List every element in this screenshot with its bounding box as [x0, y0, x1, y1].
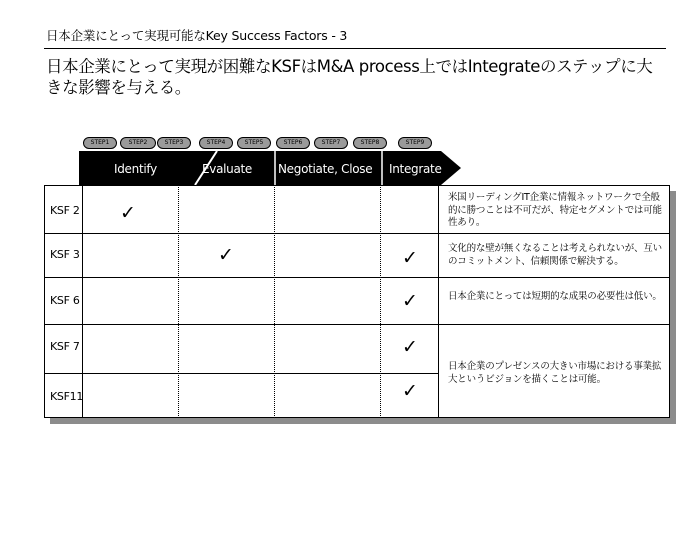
phase-negotiate-close: Negotiate, Close — [278, 162, 373, 176]
step-pill-3: STEP3 — [157, 137, 191, 149]
column-divider — [274, 185, 275, 418]
check-mark: ✓ — [402, 380, 418, 402]
column-divider — [438, 185, 439, 418]
ksf-label-11: KSF11 — [50, 390, 84, 403]
note-ksf-6: 日本企業にとっては短期的な成果の必要性は低い。 — [448, 291, 662, 302]
note-ksf-3: 文化的な壁が無くなることは考えられないが、互いのコミットメント、信頼関係で解決する。 — [448, 243, 662, 267]
ksf-label-6: KSF 6 — [50, 294, 80, 307]
phase-identify: Identify — [114, 162, 157, 176]
column-divider — [82, 185, 83, 418]
check-mark: ✓ — [402, 290, 418, 312]
check-mark: ✓ — [402, 336, 418, 358]
row-divider — [44, 277, 670, 278]
page-header: 日本企業にとって実現可能なKey Success Factors - 3 — [46, 28, 348, 43]
step-pill-8: STEP8 — [353, 137, 387, 149]
note-ksf-7-11: 日本企業のプレゼンスの大きい市場における事業拡大というビジョンを描くことは可能。 — [448, 361, 662, 385]
step-pill-2: STEP2 — [120, 137, 156, 149]
step-pill-9: STEP9 — [398, 137, 432, 149]
note-ksf-2: 米国リーディングIT企業に情報ネットワークで全般的に勝つことは不可だが、特定セグメントでは可能性あり。 — [448, 192, 662, 228]
row-divider — [44, 233, 670, 234]
slide-title: 日本企業にとって実現が困難なKSFはM&A process上ではIntegrateのステップに大きな影響を与える。 — [46, 57, 653, 97]
ksf-label-3: KSF 3 — [50, 248, 80, 261]
row-divider — [44, 324, 670, 325]
column-divider — [178, 185, 179, 418]
step-pill-7: STEP7 — [314, 137, 348, 149]
header-divider — [44, 48, 666, 49]
check-mark: ✓ — [120, 202, 136, 224]
ksf-label-2: KSF 2 — [50, 204, 80, 217]
column-divider — [380, 185, 381, 418]
step-pill-1: STEP1 — [83, 137, 117, 149]
check-mark: ✓ — [218, 244, 234, 266]
step-pill-5: STEP5 — [237, 137, 271, 149]
phase-integrate: Integrate — [389, 162, 442, 176]
step-pill-4: STEP4 — [199, 137, 233, 149]
check-mark: ✓ — [402, 247, 418, 269]
phase-evaluate: Evaluate — [202, 162, 253, 176]
ksf-label-7: KSF 7 — [50, 340, 80, 353]
step-pill-6: STEP6 — [276, 137, 310, 149]
